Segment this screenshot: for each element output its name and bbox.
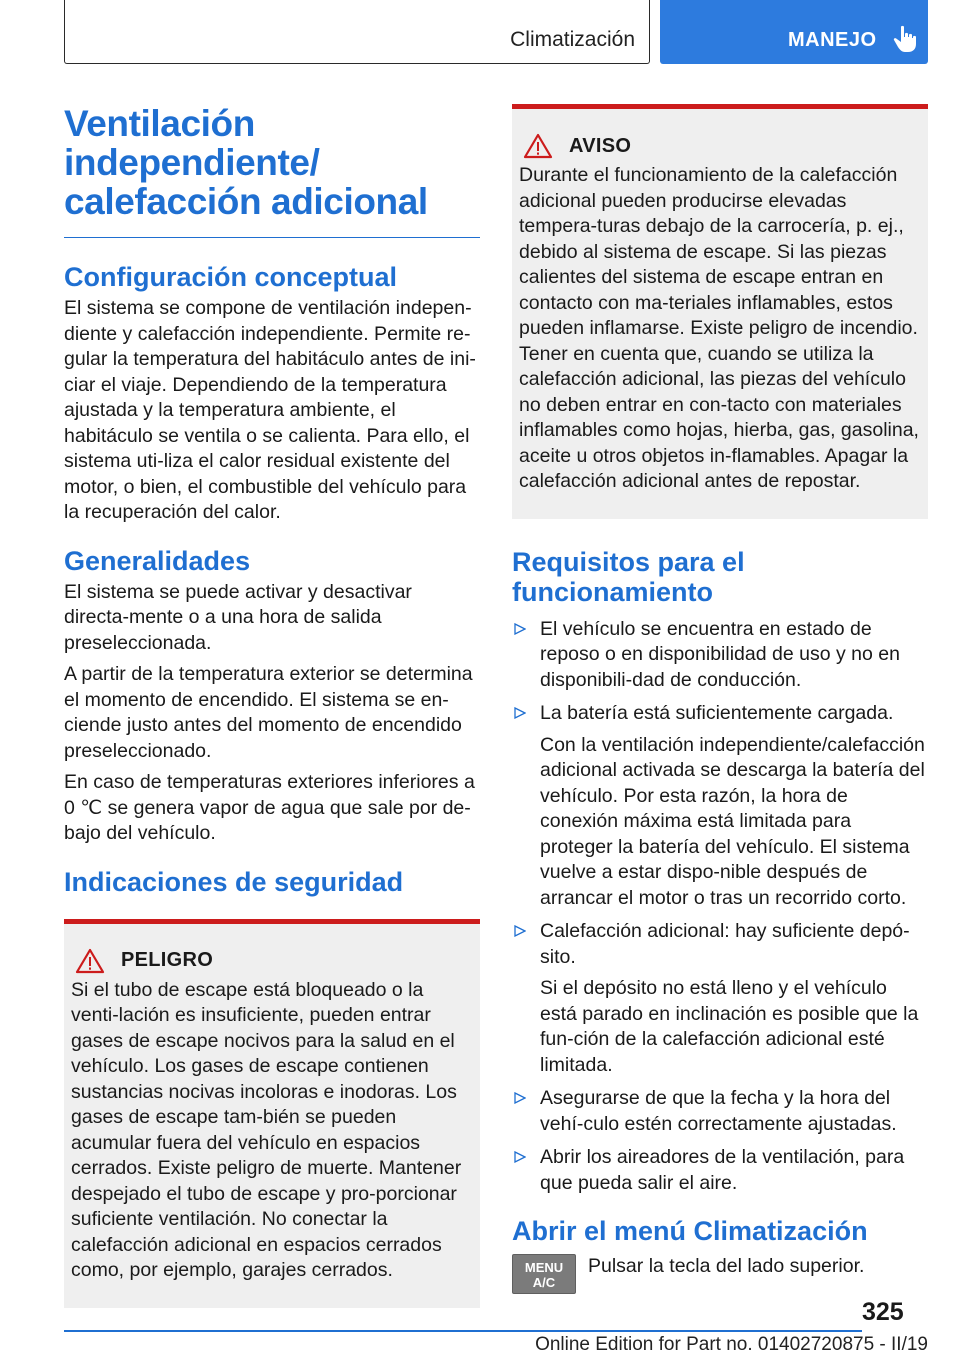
requirement-note: Si el depósito no está lleno y el vehículo está parado en inclinación es posible que la fun-ción de la calefacción adicional esté limitada. (540, 977, 919, 1076)
requirements-section (512, 547, 928, 1197)
requirement-text: El vehículo se encuentra en estado de reposo o en disponibilidad de uso y no en disponibili-dad de conducción. (540, 617, 900, 691)
menu-instruction (512, 1254, 928, 1294)
triangle-bullet-icon (514, 1151, 526, 1163)
requirement-text: Calefacción adicional: hay suficiente depó-sito. (540, 920, 910, 968)
concept-section (64, 262, 480, 526)
list-item (512, 919, 928, 1078)
triangle-bullet-icon (514, 707, 526, 719)
triangle-bullet-icon (514, 623, 526, 635)
section-tab-label: MANEJO (788, 29, 877, 51)
danger-header (71, 948, 474, 974)
general-text-2: A partir de la temperatura exterior se determina el momento de encendido. El sistema se en-ciende justo antes del momento de encendido preseleccionado. (64, 663, 473, 762)
requirements-heading: Requisitos para el funcionamiento (512, 546, 745, 607)
menu-ac-key[interactable] (512, 1254, 576, 1294)
safety-section (64, 867, 480, 1308)
concept-heading: Configuración conceptual (64, 262, 398, 292)
requirement-note: Con la ventilación independiente/calefacción adicional activada se descarga la batería del vehículo. Por esta razón, la hora de conexión máxima está limitada para proteger la batería del vehículo. El sistema vuelve a estar dispo-nible después de arrancar el motor o tras un recorrido corto. (540, 733, 925, 909)
list-item (512, 701, 928, 911)
warning-triangle-icon (75, 948, 105, 974)
hand-pointer-icon (892, 24, 918, 54)
notice-label: AVISO (569, 134, 632, 157)
footer-edition: Online Edition for Part no. 01402720875 - II/19 (535, 1334, 928, 1355)
notice-text: Durante el funcionamiento de la calefacción adicional pueden producirse elevadas tempera-turas debajo de la carrocería, p. ej., debido al sistema de escape. Si las piezas calientes del sistema de escape entran en contacto con ma-teriales inflamables, estos pueden inflamarse. Existe peligro de incendio. Tener en cuenta que, cuando se utiliza la calefacción adicional, las piezas del vehículo no deben entrar en con-tacto con materiales inflamables como hojas, hierba, gas, gasolina, aceite u otros objetos in-flamables. Apagar la calefacción adicional antes de repostar. (519, 164, 919, 492)
page-title: Ventilación independiente/ calefacción adicional (64, 104, 480, 238)
general-text-3: En caso de temperaturas exteriores inferiores a 0 ℃ se genera vapor de agua que sale por de-bajo del vehículo. (64, 771, 475, 844)
general-text-1: El sistema se puede activar y desactivar directa-mente o a una hora de salida preseleccionada. (64, 580, 412, 654)
triangle-bullet-icon (514, 925, 526, 937)
menu-section (512, 1216, 928, 1294)
general-section (64, 546, 480, 847)
page-number: 325 (862, 1298, 904, 1326)
menu-key-line1: MENU (524, 1260, 564, 1275)
requirement-text: Asegurarse de que la fecha y la hora del vehí-culo estén correctamente ajustadas. (540, 1087, 897, 1135)
danger-label: PELIGRO (121, 949, 214, 971)
menu-heading: Abrir el menú Climatización (512, 1216, 868, 1246)
requirement-text: Abrir los aireadores de la ventilación, para que pueda salir el aire. (540, 1146, 905, 1194)
menu-text: Pulsar la tecla del lado superior. (588, 1255, 865, 1277)
list-item (512, 1086, 928, 1137)
page-header (64, 0, 928, 64)
section-tab[interactable] (660, 0, 928, 64)
safety-heading: Indicaciones de seguridad (64, 866, 404, 897)
list-item (512, 1145, 928, 1196)
notice-header (519, 133, 922, 159)
danger-text: Si el tubo de escape está bloqueado o la venti-lación es insuficiente, pueden entrar gases de escape nocivos para la salud en el vehículo. Los gases de escape contienen sustancias nocivas incoloras e inodoras. Los gases de escape tam-bién se pueden acumular fuera del vehículo en espacios cerrados. Existe peligro de muerte. Mantener despejado el tubo de escape y pro-porcionar suficiente ventilación. No conectar la calefacción adicional en espacios cerrados como, por ejemplo, garajes cerrados. (71, 978, 462, 1281)
requirements-list (512, 617, 928, 1197)
notice-box (512, 104, 928, 519)
concept-text: El sistema se compone de ventilación indepen-diente y calefacción independiente. Permite re-gular la temperatura del habitáculo antes de ini-ciar el viaje. Dependiendo de la temperatura ajustada y la temperatura ambiente, el habitáculo se ventila o se calienta. Para ello, el sistema uti-liza el calor residual existente del motor, o bien, el combustible del vehículo para la recuperación del calor. (64, 297, 476, 523)
chapter-title: Climatización (510, 28, 635, 51)
chapter-box (64, 0, 650, 64)
requirement-text: La batería está suficientemente cargada. (540, 702, 894, 724)
triangle-bullet-icon (514, 1092, 526, 1104)
list-item (512, 617, 928, 694)
menu-key-line2: A/C (532, 1275, 556, 1290)
left-column (64, 104, 480, 1328)
warning-triangle-icon (523, 133, 553, 159)
footer-divider (64, 1330, 862, 1332)
danger-box (64, 919, 480, 1308)
right-column (512, 104, 928, 1314)
general-heading: Generalidades (64, 545, 251, 576)
